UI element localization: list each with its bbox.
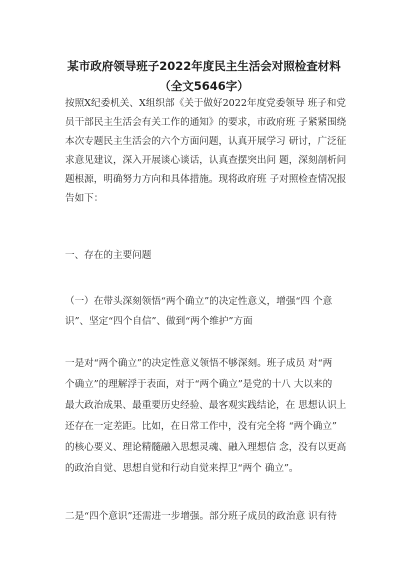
section-heading: 一、存在的主要问题 <box>65 250 152 261</box>
point1-line-5: 的核心要义、理论精髓融入思想灵魂、融入理想信 念，没有以更高 <box>65 442 347 453</box>
point1-line-1: 一是对“两个确立”的决定性意义领悟不够深刻。班子成员 对“两 <box>65 358 333 369</box>
intro-line-4: 求意见建议，深入开展谈心谈话，认真查摆突出问 题，深刻剖析问 <box>65 155 347 166</box>
subsection-line-2: 识”、坚定“四个自信”、做到“两个维护”方面 <box>65 316 253 327</box>
intro-line-3: 本次专题民主生活会的六个方面问题，认真开展学习 研讨，广泛征 <box>65 136 347 147</box>
point1-line-4: 还存在一定差距。比如，在日常工作中，没有完全将 “两个确立” <box>65 421 337 432</box>
point1-line-2: 个确立”的理解浮于表面，对于“两个确立”是党的十八 大以来的 <box>65 379 333 390</box>
point2-line-1: 二是“四个意识”还需进一步增强。部分班子成员的政治意 识有待 <box>65 511 337 522</box>
subsection-line-1: （一）在带头深刻领悟“两个确立”的决定性意义，增强“四 个意 <box>65 296 333 307</box>
intro-line-1: 按照X纪委机关、X组织部《关于做好2022年度党委领导 班子和党 <box>65 98 346 109</box>
point1-line-3: 最大政治成果、最重要历史经验、最客观实践结论，在 思想认识上 <box>65 400 347 411</box>
intro-line-6: 告如下： <box>65 193 104 204</box>
point1-line-6: 的政治自觉、思想自觉和行动自觉来捍卫“两个 确立”。 <box>65 463 299 474</box>
document-subtitle: （全文5646字） <box>159 79 249 93</box>
document-title: 某市政府领导班子2022年度民主生活会对照检查材料 <box>67 59 341 73</box>
intro-line-5: 题根源，明确努力方向和具体措施。现将政府班 子对照检查情况报 <box>65 174 347 185</box>
intro-line-2: 员干部民主生活会有关工作的通知》的要求，市政府班 子紧紧围绕 <box>65 117 347 128</box>
